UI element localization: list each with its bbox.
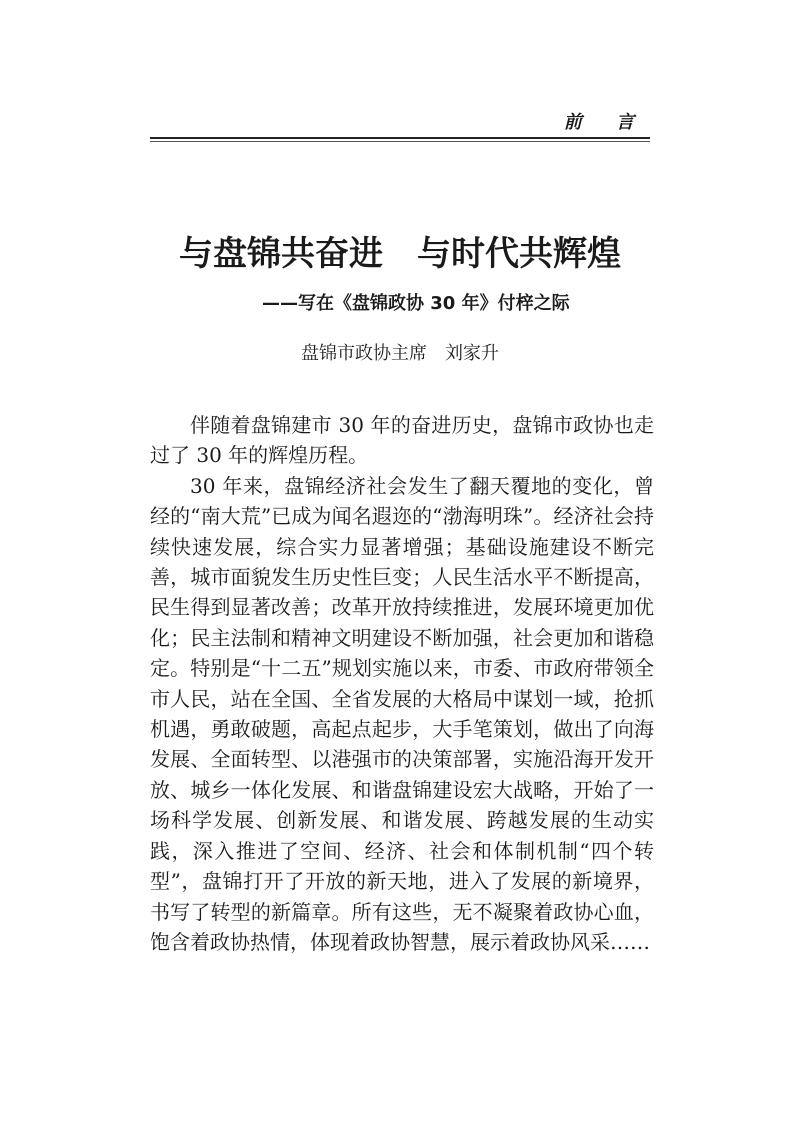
article-subtitle: ——写在《盘锦政协 30 年》付梓之际 <box>262 293 570 314</box>
paragraph: 伴随着盘锦建市 30 年的奋进历史，盘锦市政协也走过了 30 年的辉煌历程。 <box>150 413 654 468</box>
article-body <box>150 410 654 957</box>
header-rule-thin <box>150 141 650 142</box>
header-rule-thick <box>150 137 650 139</box>
running-head: 前 言 <box>563 112 648 133</box>
paragraph: 30 年来，盘锦经济社会发生了翻天覆地的变化，曾经的“南大荒”已成为闻名遐迩的“渤海明珠”。经济社会持续快速发展，综合实力显著增强；基础设施建设不断完善，城市面貌发生历史性巨变；人民生活水平不断提高，民生得到显著改善；改革开放持续推进，发展环境更加优化；民主法制和精神文明建设不断加强，社会更加和谐稳定。特别是“十二五”规划实施以来，市委、市政府带领全市人民，站在全国、全省发展的大格局中谋划一域，抢抓机遇，勇敢破题，高起点起步，大手笔策划，做出了向海发展、全面转型、以港强市的决策部署，实施沿海开发开放、城乡一体化发展、和谐盘锦建设宏大战略，开始了一场科学发展、创新发展、和谐发展、跨越发展的生动实践，深入推进了空间、经济、社会和体制机制“四个转型”，盘锦打开了开放的新天地，进入了发展的新境界，书写了转型的新篇章。所有这些，无不凝聚着政协心血，饱含着政协热情，体现着政协智慧，展示着政协风采…… <box>150 473 654 954</box>
article-title: 与盘锦共奋进 与时代共辉煌 <box>179 234 621 274</box>
author-line: 盘锦市政协主席 刘家升 <box>301 343 499 364</box>
